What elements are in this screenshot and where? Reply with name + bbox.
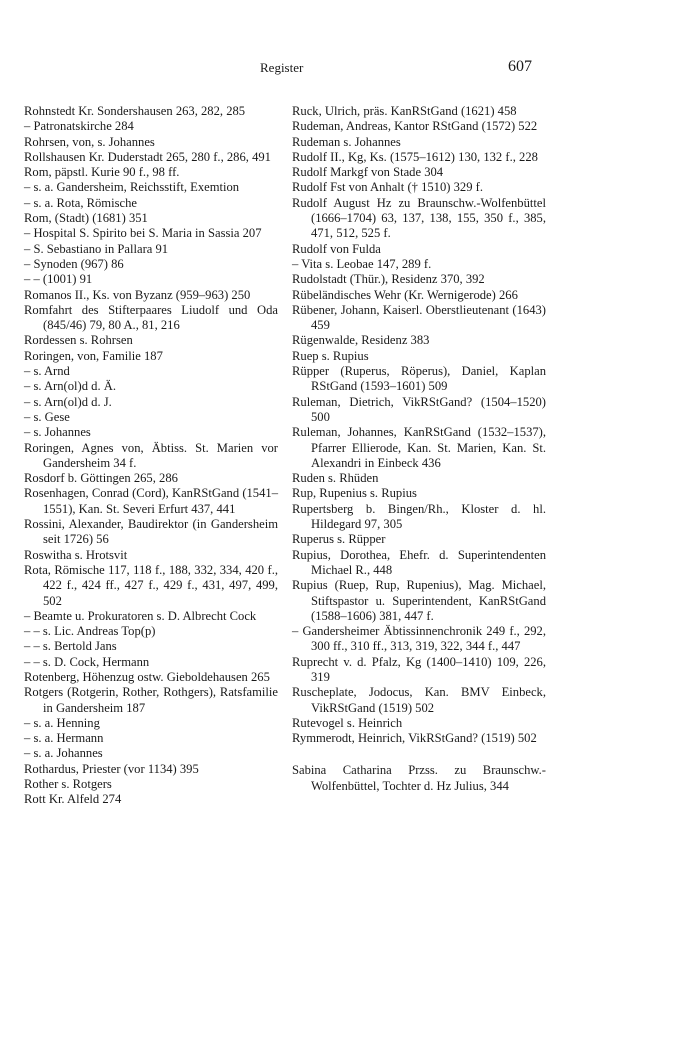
index-entry: – s. a. Johannes xyxy=(24,746,103,761)
index-entry: Rudolf August Hz zu Braunschw.-Wolfenbüttel (1666–1704) 63, 137, 138, 155, 350 f., 385, 471, 512, 525 f. xyxy=(292,195,546,241)
index-entry: – s. Gese xyxy=(24,409,70,424)
page-header-title: Register xyxy=(260,60,304,75)
index-entry: Roswitha s. Hrotsvit xyxy=(24,547,128,562)
index-entry: – s. Johannes xyxy=(24,425,91,440)
index-entry: Rupius, Dorothea, Ehefr. d. Superintendenten Michael R., 448 xyxy=(292,547,546,577)
index-entry: – s. a. Hermann xyxy=(24,731,104,746)
index-entry: Rother s. Rotgers xyxy=(24,777,112,792)
index-entry: Rutevogel s. Heinrich xyxy=(292,715,403,730)
index-entry: Rollshausen Kr. Duderstadt 265, 280 f., 286, 491 xyxy=(24,149,271,164)
index-entry: – s. Arnd xyxy=(24,364,70,379)
index-entry: – – s. D. Cock, Hermann xyxy=(24,654,150,669)
index-entry: – Beamte u. Prokuratoren s. D. Albrecht Cock xyxy=(24,608,257,623)
index-entry: – s. a. Henning xyxy=(24,715,100,730)
index-entry: Rohnstedt Kr. Sondershausen 263, 282, 285 xyxy=(24,104,246,118)
index-entry: Rudolf II., Kg, Ks. (1575–1612) 130, 132 f., 228 xyxy=(292,149,538,164)
index-entry: Ruleman, Johannes, KanRStGand (1532–1537), Pfarrer Ellierode, Kan. St. Marien, Kan. St. Alexandri in Einbeck 436 xyxy=(292,425,546,470)
index-entry: Rübeländisches Wehr (Kr. Wernigerode) 266 xyxy=(292,287,518,302)
index-entry: – s. Arn(ol)d d. Ä. xyxy=(24,379,116,394)
index-entry: Rordessen s. Rohrsen xyxy=(24,333,133,348)
index-entry: – Gandersheimer Äbtissinnenchronik 249 f., 292, 300 ff., 310 ff., 313, 319, 322, 344 f., 447 xyxy=(292,624,546,654)
index-entry: Rom, (Stadt) (1681) 351 xyxy=(24,211,148,226)
index-entry: Rudeman s. Johannes xyxy=(292,134,401,149)
index-entry: – s. a. Rota, Römische xyxy=(24,195,137,210)
index-entry: Romanos II., Ks. von Byzanz (959–963) 250 xyxy=(24,287,251,302)
index-entry: Rübener, Johann, Kaiserl. Oberstlieutenant (1643) 459 xyxy=(292,302,546,333)
index-entry: Rup, Rupenius s. Rupius xyxy=(292,486,417,501)
index-column-left xyxy=(24,104,278,808)
index-entry: Ruscheplate, Jodocus, Kan. BMV Einbeck, VikRStGand (1519) 502 xyxy=(292,685,546,715)
index-entry: Rothardus, Priester (vor 1134) 395 xyxy=(24,761,199,776)
index-entry: Rotgers (Rotgerin, Rother, Rothgers), Ratsfamilie in Gandersheim 187 xyxy=(24,685,278,715)
index-entry: – Vita s. Leobae 147, 289 f. xyxy=(292,256,432,271)
index-column-right xyxy=(292,104,546,794)
index-entry: Roringen, von, Familie 187 xyxy=(24,348,163,363)
index-entry: – – (1001) 91 xyxy=(24,272,93,287)
index-entry: – s. a. Gandersheim, Reichsstift, Exemtion xyxy=(24,180,240,195)
index-entry: – S. Sebastiano in Pallara 91 xyxy=(24,241,169,256)
index-entry: Rudolf Markgf von Stade 304 xyxy=(292,165,444,180)
index-entry: Rupertsberg b. Bingen/Rh., Kloster d. hl. Hildegard 97, 305 xyxy=(292,501,546,532)
index-entry: Ruden s. Rhüden xyxy=(292,471,379,486)
index-entry: Rohrsen, von, s. Johannes xyxy=(24,134,155,149)
index-entry: Ruperus s. Rüpper xyxy=(292,532,386,547)
index-entry: – – s. Lic. Andreas Top(p) xyxy=(24,624,156,639)
index-entry: Rosenhagen, Conrad (Cord), KanRStGand (1541–1551), Kan. St. Severi Erfurt 437, 441 xyxy=(24,486,278,516)
index-entry: Roringen, Agnes von, Äbtiss. St. Marien vor Gandersheim 34 f. xyxy=(24,440,278,470)
index-entry: Ruprecht v. d. Pfalz, Kg (1400–1410) 109, 226, 319 xyxy=(292,654,546,684)
index-entry: Rott Kr. Alfeld 274 xyxy=(24,792,122,807)
index-entry: Rom, päpstl. Kurie 90 f., 98 ff. xyxy=(24,165,180,180)
index-entry: – Patronatskirche 284 xyxy=(24,119,134,134)
index-entry: Rymmerodt, Heinrich, VikRStGand? (1519) 502 xyxy=(292,731,537,746)
index-entry: Ruleman, Dietrich, VikRStGand? (1504–1520) 500 xyxy=(292,394,546,424)
index-entry: Ruep s. Rupius xyxy=(292,348,369,363)
index-entry: Rudeman, Andreas, Kantor RStGand (1572) 522 xyxy=(292,119,538,134)
index-entry: – – s. Bertold Jans xyxy=(24,639,117,654)
index-entry: Romfahrt des Stifterpaares Liudolf und Oda (845/46) 79, 80 A., 81, 216 xyxy=(24,302,278,333)
index-entry: Rudolstadt (Thür.), Residenz 370, 392 xyxy=(292,272,485,287)
index-entry: Rota, Römische 117, 118 f., 188, 332, 334, 420 f., 422 f., 424 ff., 427 f., 429 f., 431, 497, 499, 502 xyxy=(24,562,278,608)
index-entry: Rüpper (Ruperus, Röperus), Daniel, Kaplan RStGand (1593–1601) 509 xyxy=(292,364,546,394)
index-entry: Rotenberg, Höhenzug ostw. Gieboldehausen 265 xyxy=(24,669,270,684)
index-entry: Rossini, Alexander, Baudirektor (in Gandersheim seit 1726) 56 xyxy=(24,517,278,547)
index-entry: Rügenwalde, Residenz 383 xyxy=(292,333,430,348)
index-entry: – Hospital S. Spirito bei S. Maria in Sassia 207 xyxy=(24,226,262,241)
index-entry: Sabina Catharina Przss. zu Braunschw.-Wolfenbüttel, Tochter d. Hz Julius, 344 xyxy=(292,763,546,793)
running-header xyxy=(0,60,700,80)
index-entry: Rupius (Ruep, Rup, Rupenius), Mag. Michael, Stiftspastor u. Superintendent, KanRStGand (1588–1606) 381, 447 f. xyxy=(292,578,546,623)
index-entry: Rudolf Fst von Anhalt († 1510) 329 f. xyxy=(292,180,484,195)
index-entry: Rosdorf b. Göttingen 265, 286 xyxy=(24,471,178,486)
index-entry: Rudolf von Fulda xyxy=(292,241,381,256)
page-number: 607 xyxy=(508,58,532,75)
index-entry: – Synoden (967) 86 xyxy=(24,256,124,271)
index-entry: – s. Arn(ol)d d. J. xyxy=(24,394,112,409)
index-entry: Ruck, Ulrich, präs. KanRStGand (1621) 458 xyxy=(292,104,517,118)
